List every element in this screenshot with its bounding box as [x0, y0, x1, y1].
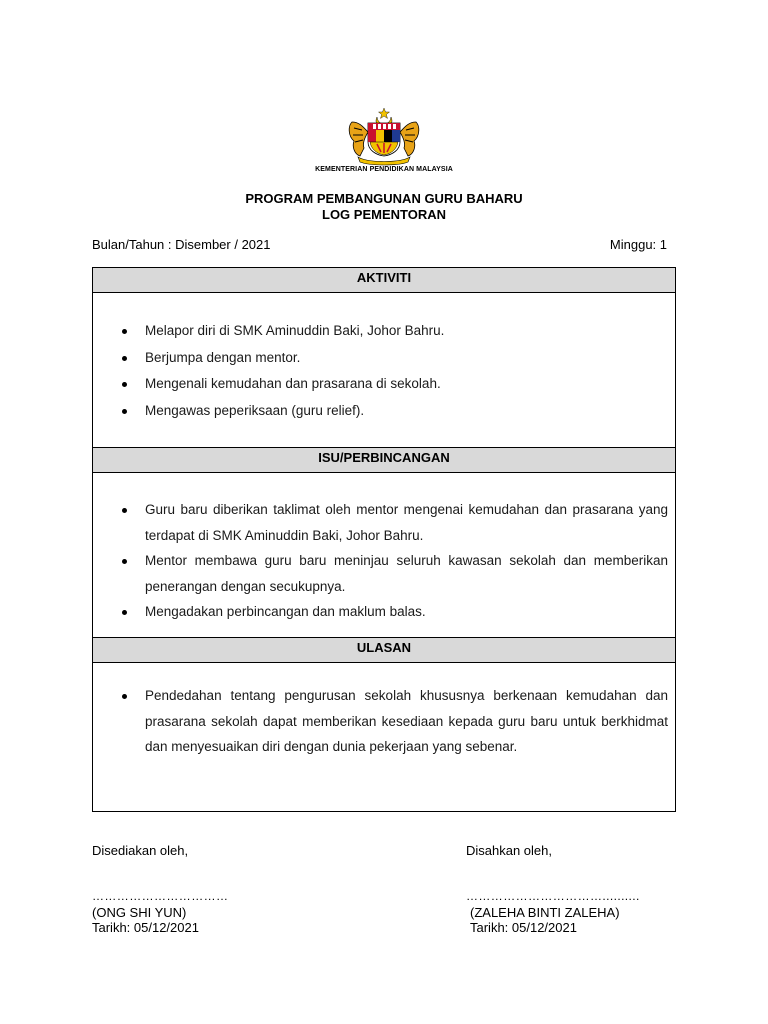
- list-item: Mentor membawa guru baru meninjau seluruh kawasan sekolah dan memberikan penerangan dengan secukupnya.: [145, 548, 668, 599]
- list-item: Mengenali kemudahan dan prasarana di sekolah.: [145, 371, 668, 398]
- approved-signature-line: ……………………………..........: [466, 889, 640, 903]
- aktiviti-list: [93, 318, 675, 424]
- log-table: [92, 267, 676, 812]
- section-body-ulasan: [93, 663, 675, 811]
- approved-by-name: (ZALEHA BINTI ZALEHA): [470, 905, 620, 920]
- section-body-isu-perbincangan: [93, 473, 675, 638]
- month-year-field: Bulan/Tahun : Disember / 2021: [92, 237, 271, 252]
- list-item: Mengadakan perbincangan dan maklum balas.: [145, 599, 668, 625]
- prepared-by-label: Disediakan oleh,: [92, 843, 189, 858]
- prepared-by-name: (ONG SHI YUN): [92, 905, 187, 920]
- section-body-aktiviti: [93, 293, 675, 448]
- list-item: Berjumpa dengan mentor.: [145, 345, 668, 372]
- approved-date: Tarikh: 05/12/2021: [470, 920, 577, 935]
- section-header-ulasan: ULASAN: [93, 638, 675, 663]
- section-header-isu-perbincangan: ISU/PERBINCANGAN: [93, 448, 675, 473]
- ministry-name: KEMENTERIAN PENDIDIKAN MALAYSIA: [315, 166, 453, 173]
- list-item: Pendedahan tentang pengurusan sekolah khususnya berkenaan kemudahan dan prasarana sekolah dapat memberikan kesediaan kepada guru baru untuk berkhidmat dan menyesuaikan diri dengan dunia pekerjaan yang sebenar.: [145, 683, 668, 760]
- list-item: Guru baru diberikan taklimat oleh mentor mengenai kemudahan dan prasarana yang terdapat di SMK Aminuddin Baki, Johor Bahru.: [145, 497, 668, 548]
- section-header-aktiviti: AKTIVITI: [93, 268, 675, 293]
- week-field: Minggu: 1: [609, 237, 667, 252]
- ulasan-list: [93, 683, 675, 760]
- isu-list: [93, 497, 675, 625]
- document-subtitle: LOG PEMENTORAN: [322, 207, 446, 222]
- prepared-date: Tarikh: 05/12/2021: [92, 920, 199, 935]
- list-item: Mengawas peperiksaan (guru relief).: [145, 398, 668, 425]
- malaysia-coat-of-arms-icon: [344, 108, 424, 166]
- document-title: PROGRAM PEMBANGUNAN GURU BAHARU: [245, 191, 523, 206]
- approved-by-label: Disahkan oleh,: [466, 843, 552, 858]
- list-item: Melapor diri di SMK Aminuddin Baki, Johor Bahru.: [145, 318, 668, 345]
- prepared-signature-line: ……………………………: [92, 889, 229, 903]
